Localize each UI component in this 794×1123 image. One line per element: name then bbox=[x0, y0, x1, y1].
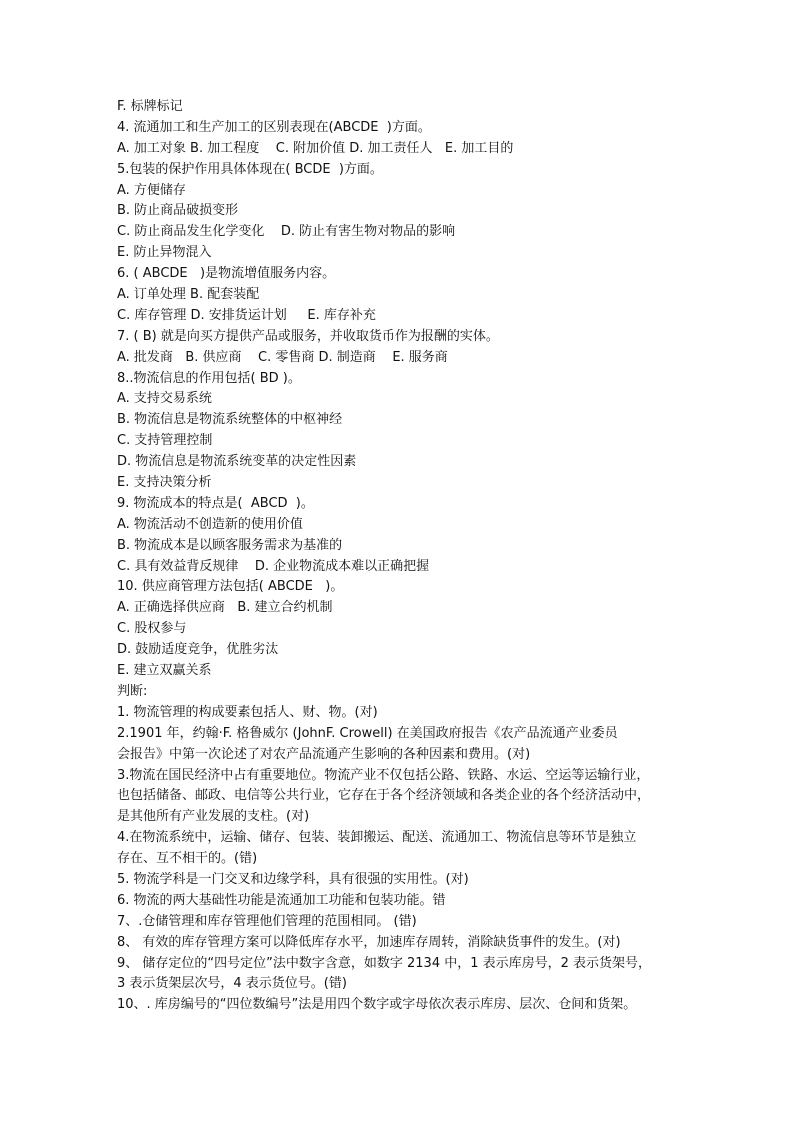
text-line: E. 支持决策分析 bbox=[117, 475, 212, 491]
text-line: 4.在物流系统中，运输、储存、包装、装卸搬运、配送、流通加工、物流信息等环节是独立 bbox=[117, 830, 637, 846]
text-line: E. 建立双赢关系 bbox=[117, 663, 212, 679]
text-line: 6. ( ABCDE )是物流增值服务内容。 bbox=[117, 266, 336, 282]
text-line: B. 防止商品破损变形 bbox=[117, 203, 239, 219]
document-body bbox=[117, 97, 687, 1016]
text-line: 4. 流通加工和生产加工的区别表现在(ABCDE )方面。 bbox=[117, 119, 431, 135]
text-line: 7、.仓储管理和库存管理他们管理的范围相同。 (错) bbox=[117, 913, 417, 929]
text-line: 3.物流在国民经济中占有重要地位。物流产业不仅包括公路、铁路、水运、空运等运输行业， bbox=[117, 767, 650, 783]
text-line: B. 物流成本是以顾客服务需求为基准的 bbox=[117, 537, 343, 553]
text-line: 存在、互不相干的。(错) bbox=[117, 851, 258, 867]
text-line: A. 方便储存 bbox=[117, 182, 186, 198]
text-line: A. 支持交易系统 bbox=[117, 391, 212, 407]
text-line: 6. 物流的两大基础性功能是流通加工功能和包装功能。错 bbox=[117, 892, 446, 908]
text-line: 会报告》中第一次论述了对农产品流通产生影响的各种因素和费用。(对) bbox=[117, 746, 531, 762]
text-line: 7. ( B) 就是向买方提供产品或服务，并收取货币作为报酬的实体。 bbox=[117, 328, 499, 344]
text-line: F. 标牌标记 bbox=[117, 99, 183, 114]
text-line: C. 支持管理控制 bbox=[117, 433, 213, 449]
text-line: 2.1901 年，约翰·F. 格鲁威尔 (JohnF. Crowell) 在美国政府报告《农产品流通产业委员 bbox=[117, 725, 618, 741]
text-line: A. 正确选择供应商 B. 建立合约机制 bbox=[117, 600, 333, 616]
text-line: A. 物流活动不创造新的使用价值 bbox=[117, 516, 303, 532]
text-line: 1. 物流管理的构成要素包括人、财、物。(对) bbox=[117, 704, 378, 720]
text-line: A. 加工对象 B. 加工程度 C. 附加价值 D. 加工责任人 E. 加工目的 bbox=[117, 140, 514, 156]
text-line: D. 物流信息是物流系统变革的决定性因素 bbox=[117, 454, 357, 470]
text-line: 3 表示货架层次号，4 表示货位号。(错) bbox=[117, 976, 347, 992]
text-line: 5. 物流学科是一门交叉和边缘学科，具有很强的实用性。(对) bbox=[117, 871, 469, 887]
text-line: 9. 物流成本的特点是( ABCD )。 bbox=[117, 495, 314, 511]
text-line: B. 物流信息是物流系统整体的中枢神经 bbox=[117, 412, 343, 428]
text-line: 9、 储存定位的“四号定位”法中数字含意，如数字 2134 中，1 表示库房号，2 表示货架号， bbox=[117, 955, 652, 971]
text-line: C. 库存管理 D. 安排货运计划 E. 库存补充 bbox=[117, 307, 376, 323]
text-line: 10. 供应商管理方法包括( ABCDE )。 bbox=[117, 579, 344, 595]
text-line: C. 股权参与 bbox=[117, 621, 187, 637]
text-line: 8..物流信息的作用包括( BD )。 bbox=[117, 370, 301, 386]
text-line: E. 防止异物混入 bbox=[117, 245, 212, 261]
text-line: 8、 有效的库存管理方案可以降低库存水平，加速库存周转，消除缺货事件的发生。(对) bbox=[117, 934, 621, 950]
text-line: C. 防止商品发生化学变化 D. 防止有害生物对物品的影响 bbox=[117, 224, 456, 240]
text-line: 10、. 库房编号的“四位数编号”法是用四个数字或字母依次表示库房、层次、仓间和货架。 bbox=[117, 997, 637, 1013]
text-line: 是其他所有产业发展的支柱。(对) bbox=[117, 809, 310, 825]
text-line: 也包括储备、邮政、电信等公共行业，它存在于各个经济领域和各类企业的各个经济活动中， bbox=[117, 788, 651, 804]
text-line: D. 鼓励适度竞争，优胜劣汰 bbox=[117, 642, 279, 658]
text-line: A. 订单处理 B. 配套装配 bbox=[117, 287, 260, 303]
text-line: A. 批发商 B. 供应商 C. 零售商 D. 制造商 E. 服务商 bbox=[117, 349, 448, 365]
text-line: 5.包装的保护作用具体体现在( BCDE )方面。 bbox=[117, 161, 383, 177]
text-line: 判断: bbox=[117, 683, 148, 699]
text-line: C. 具有效益背反规律 D. 企业物流成本难以正确把握 bbox=[117, 558, 430, 574]
